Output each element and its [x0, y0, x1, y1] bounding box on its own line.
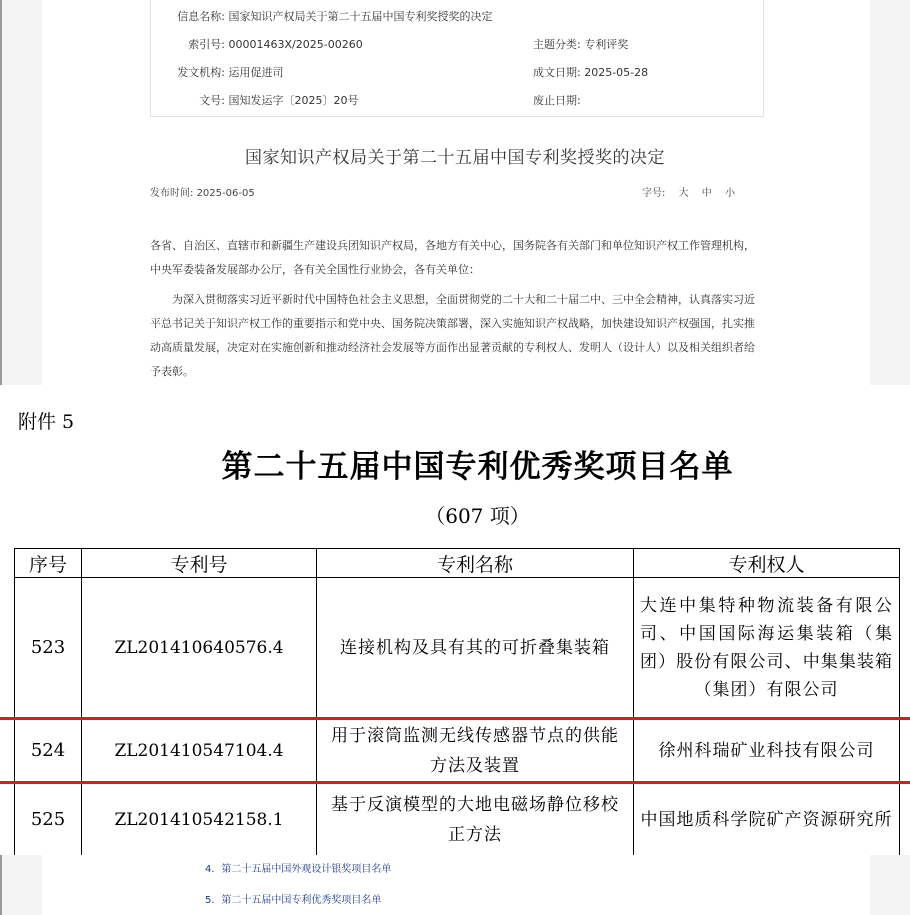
- row-patent-name: 用于滚筒监测无线传感器节点的供能方法及装置: [317, 718, 634, 784]
- header-patent-name: 专利名称: [317, 549, 634, 578]
- row-patent-name: 连接机构及具有其的可折叠集装箱: [317, 578, 634, 718]
- header-owner: 专利权人: [634, 549, 900, 578]
- attachment-link-5[interactable]: 5．第二十五届中国专利优秀奖项目名单: [205, 895, 382, 906]
- row-seq: 525: [15, 784, 82, 856]
- info-row-topic: [533, 37, 628, 53]
- row-patent-name: 基于反演模型的大地电磁场静位移校正方法: [317, 784, 634, 856]
- font-size-small-button[interactable]: 小: [724, 188, 735, 199]
- window-edge: [0, 0, 2, 385]
- publish-date: 2025-06-05: [196, 188, 255, 199]
- document-info-box: [150, 0, 764, 117]
- table-row: [15, 578, 900, 718]
- info-row-index: [151, 37, 363, 53]
- info-name-value: 国家知识产权局关于第二十五届中国专利奖授奖的决定: [228, 10, 493, 23]
- row-patent-no: ZL201410640576.4: [82, 578, 317, 718]
- row-seq: 523: [15, 578, 82, 718]
- info-topic-value: 专利评奖: [584, 38, 629, 51]
- row-patent-no: ZL201410547104.4: [82, 718, 317, 784]
- row-owner: 徐州科瑞矿业科技有限公司: [634, 718, 900, 784]
- info-index-label: 索引号:: [188, 38, 225, 51]
- header-seq: 序号: [15, 549, 82, 578]
- info-name-label: 信息名称:: [177, 10, 225, 23]
- window-edge: [0, 855, 2, 915]
- document-title: 国家知识产权局关于第二十五届中国专利奖授奖的决定: [245, 148, 665, 168]
- table-header-row: [15, 549, 900, 578]
- attachment-count: （607 项）: [425, 504, 530, 528]
- row-patent-no: ZL201410542158.1: [82, 784, 317, 856]
- attachment-link-4[interactable]: 4．第二十五届中国外观设计银奖项目名单: [205, 864, 392, 875]
- info-date-value: 2025-05-28: [584, 66, 649, 79]
- info-row-name: [151, 9, 493, 25]
- font-size-selector: [642, 184, 735, 199]
- header-patent-no: 专利号: [82, 549, 317, 578]
- patent-table: [14, 548, 900, 856]
- info-docno-value: 国知发运字〔2025〕20号: [228, 94, 359, 107]
- attachment-title: 第二十五届中国专利优秀奖项目名单: [221, 449, 734, 485]
- info-abolish-label: 废止日期:: [533, 94, 581, 107]
- attachment-links-area: [0, 855, 910, 915]
- salutation-text: 各省、自治区、直辖市和新疆生产建设兵团知识产权局，各地方有关中心，国务院各有关部门和单位知识产权工作管理机构，中央军委装备发展部办公厅，各有关全国性行业协会，各有关单位：: [150, 239, 755, 276]
- attachment-label: 附件 5: [18, 411, 75, 433]
- info-topic-label: 主题分类:: [533, 38, 581, 51]
- info-row-docno: [151, 93, 359, 109]
- publish-label: 发布时间:: [150, 188, 194, 199]
- info-date-label: 成文日期:: [533, 66, 581, 79]
- font-size-label: 字号:: [642, 188, 666, 199]
- salutation-paragraph: [150, 234, 760, 282]
- publish-time: [150, 184, 255, 199]
- table-row: [15, 784, 900, 856]
- attachment-image: [0, 385, 910, 855]
- body-paragraph-text: 为深入贯彻落实习近平新时代中国特色社会主义思想，全面贯彻党的二十大和二十届二中、三中全会精神，认真落实习近平总书记关于知识产权工作的重要指示和党中央、国务院决策部署，深入实施知识产权战略，加快建设知识产权强国，扎实推动高质量发展，决定对在实施创新和推动经济社会发展等方面作出显著贡献的专利权人、发明人（设计人）以及相关组织者给予表彰。: [150, 293, 755, 378]
- table-row-highlighted: [15, 718, 900, 784]
- info-row-issuer: [151, 65, 284, 81]
- info-row-date: [533, 65, 648, 81]
- info-issuer-value: 运用促进司: [228, 66, 284, 79]
- info-row-abolish: [533, 93, 581, 109]
- info-index-value: 00001463X/2025-00260: [228, 38, 363, 51]
- info-docno-label: 文号:: [199, 94, 225, 107]
- links-card: [42, 855, 870, 915]
- row-seq: 524: [15, 718, 82, 784]
- font-size-large-button[interactable]: 大: [678, 188, 689, 199]
- row-owner: 大连中集特种物流装备有限公司、中国国际海运集装箱（集团）股份有限公司、中集集装箱（集团）有限公司: [634, 578, 900, 718]
- body-paragraph: [150, 288, 760, 384]
- highlight-line-top: [0, 717, 910, 720]
- font-size-medium-button[interactable]: 中: [701, 188, 712, 199]
- row-owner: 中国地质科学院矿产资源研究所: [634, 784, 900, 856]
- info-issuer-label: 发文机构:: [177, 66, 225, 79]
- highlight-line-bottom: [0, 781, 910, 784]
